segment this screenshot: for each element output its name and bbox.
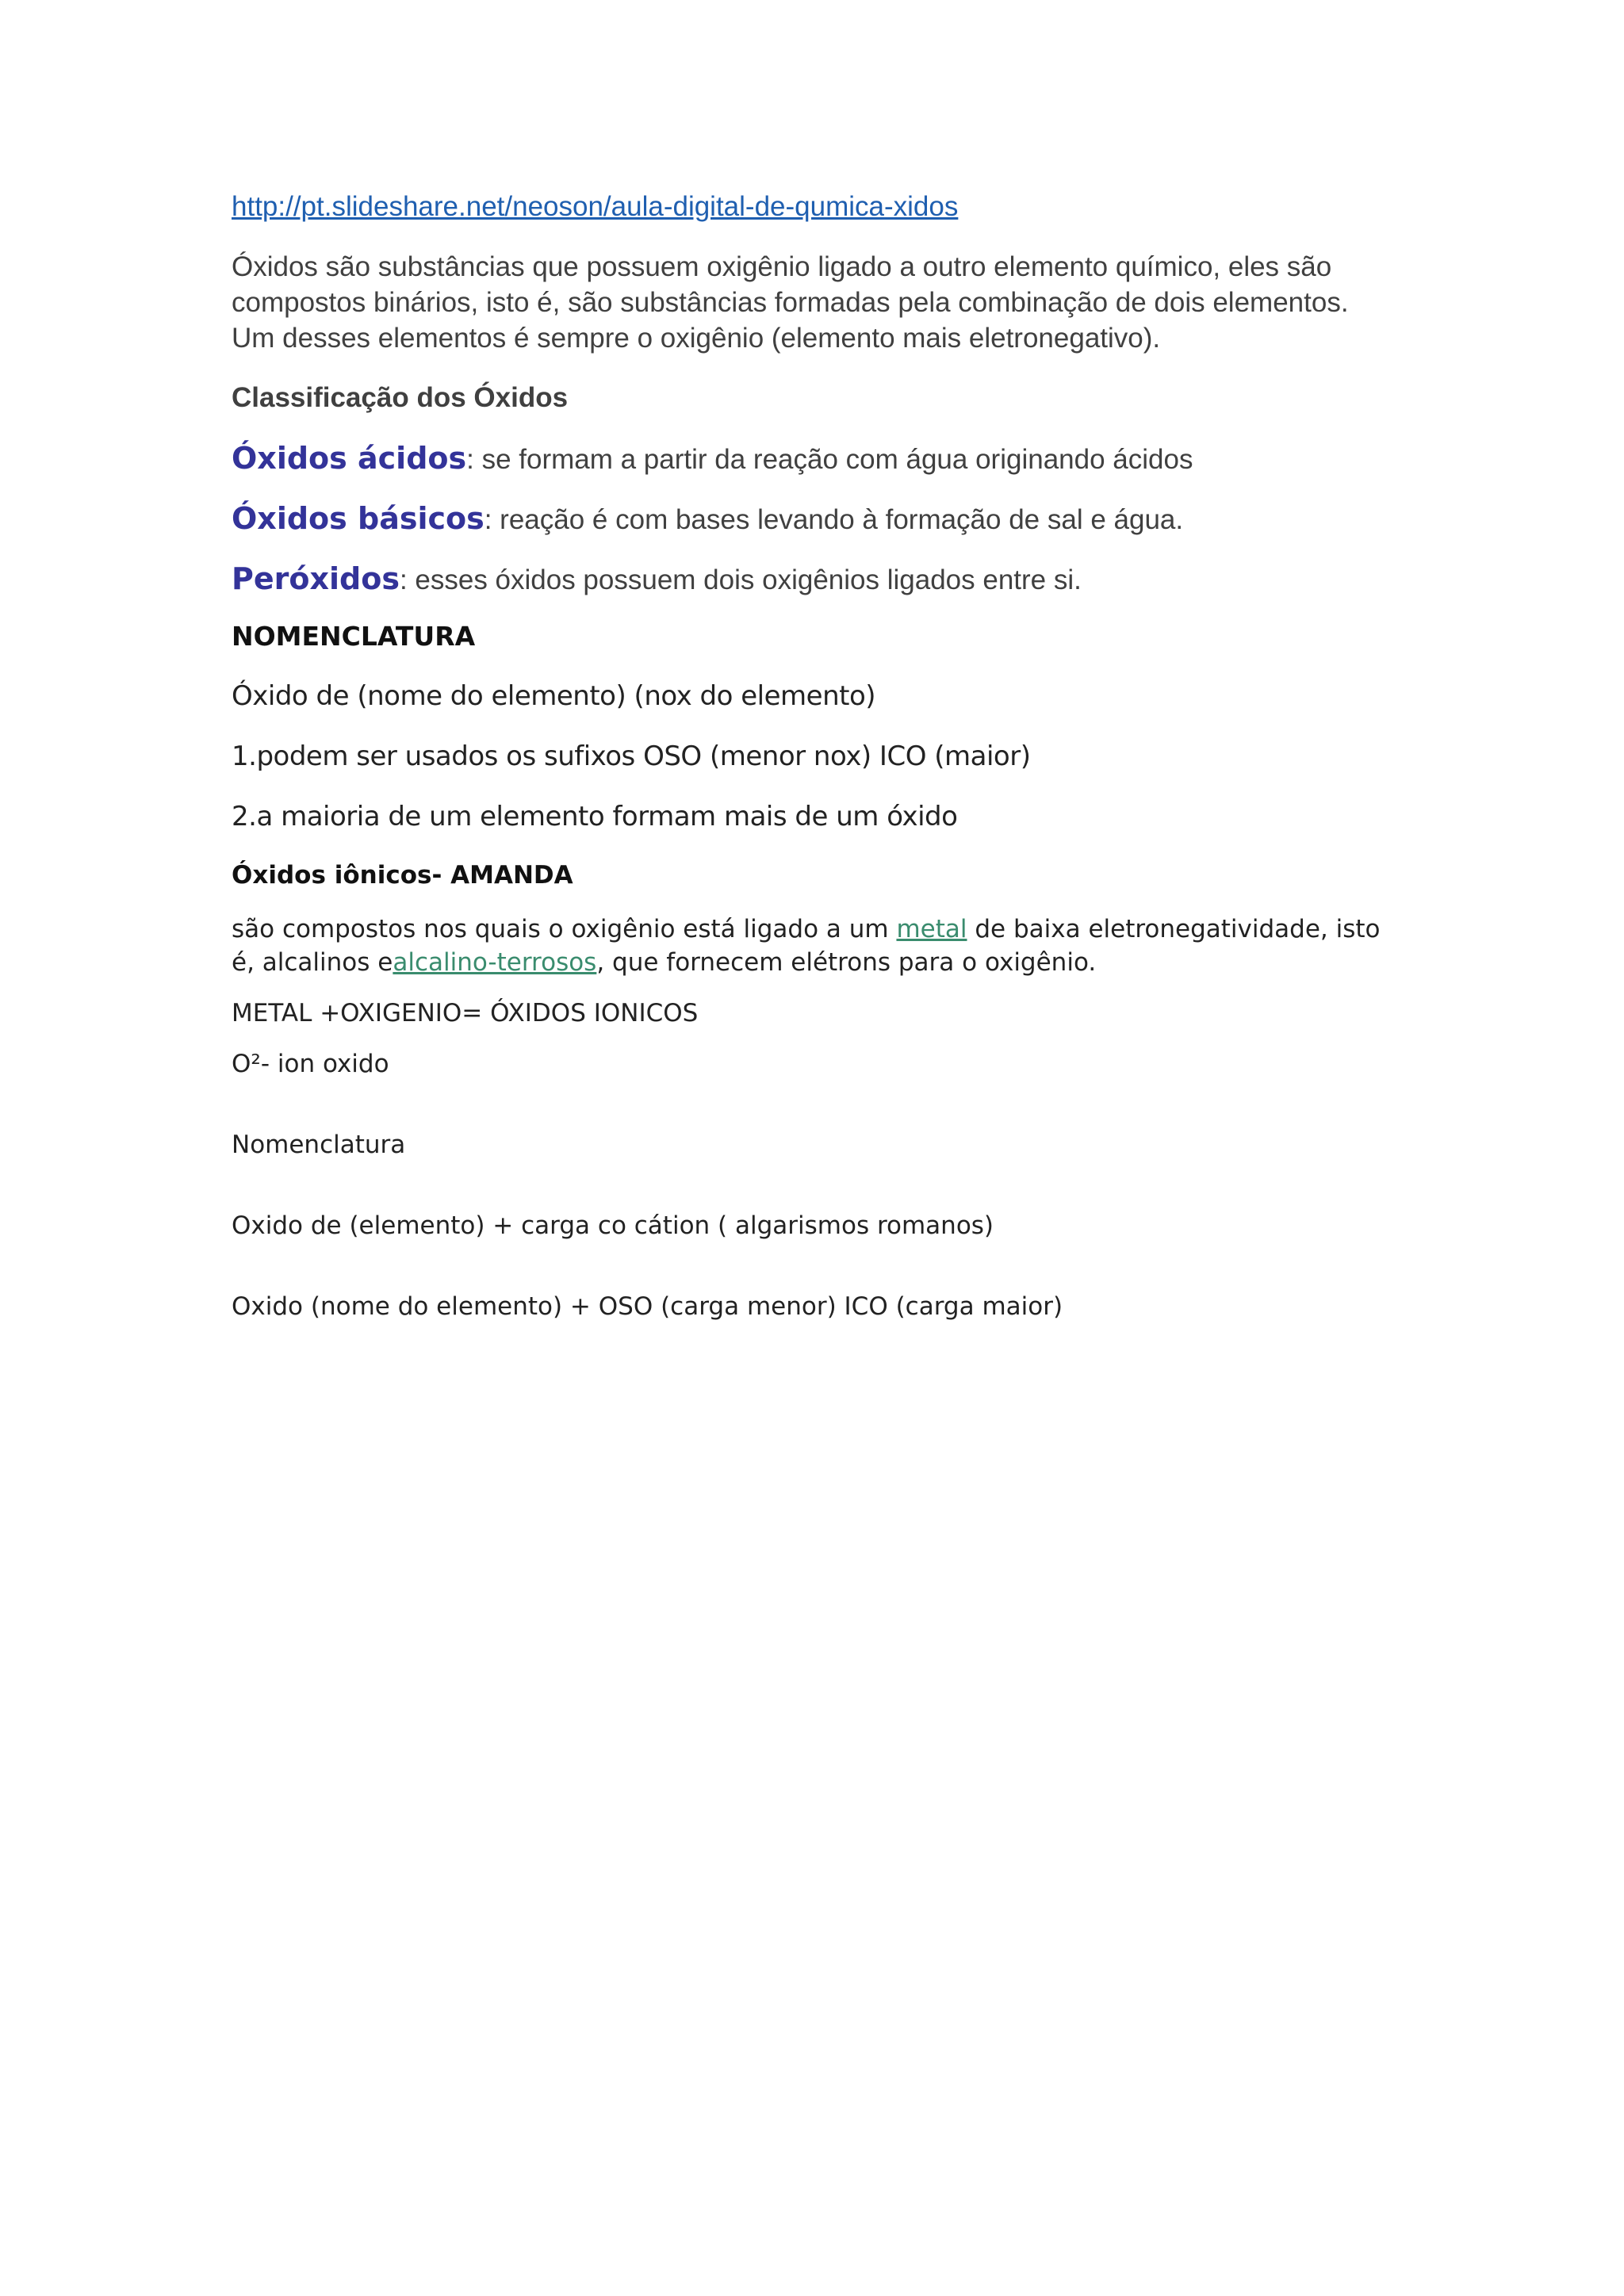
text-acid-oxides: : se formam a partir da reação com água originando ácidos xyxy=(466,444,1193,475)
source-link[interactable]: http://pt.slideshare.net/neoson/aula-digital-de-qumica-xidos xyxy=(232,191,959,222)
term-basic-oxides: Óxidos básicos xyxy=(232,501,485,536)
text-peroxides: : esses óxidos possuem dois oxigênios ligados entre si. xyxy=(399,564,1082,595)
classification-item-basic xyxy=(232,499,1405,540)
ionic-desc-part-2: de baixa eletronegatividade, isto é, alcalinos e xyxy=(232,915,1381,977)
term-peroxides: Peróxidos xyxy=(232,561,400,596)
ionic-desc-part-3: , que fornecem elétrons para o oxigênio. xyxy=(596,948,1097,977)
alkaline-earth-link[interactable]: alcalino-terrosos xyxy=(393,948,597,977)
intro-paragraph xyxy=(232,249,1405,356)
classification-item-peroxides xyxy=(232,559,1405,600)
ionic-description xyxy=(232,913,1405,979)
intro-line-2: compostos binários, isto é, são substâncias formadas pela combinação de dois elementos. xyxy=(232,287,1349,318)
ionic-nomenclature-label: Nomenclatura xyxy=(232,1131,406,1159)
nomenclature-line-2: 1.podem ser usados os sufixos OSO (menor nox) ICO (maior) xyxy=(232,740,1031,772)
ionic-rule-2: Oxido (nome do elemento) + OSO (carga menor) ICO (carga maior) xyxy=(232,1292,1063,1321)
classification-item-acid xyxy=(232,438,1405,480)
nomenclature-title: NOMENCLATURA xyxy=(232,621,476,652)
ionic-rule-1: Oxido de (elemento) + carga co cátion ( algarismos romanos) xyxy=(232,1211,994,1240)
ionic-desc-part-1: são compostos nos quais o oxigênio está ligado a um xyxy=(232,915,897,943)
oxide-ion: O²- ion oxido xyxy=(232,1050,389,1078)
term-acid-oxides: Óxidos ácidos xyxy=(232,441,467,476)
intro-line-1: Óxidos são substâncias que possuem oxigênio ligado a outro elemento químico, eles são xyxy=(232,251,1332,282)
metal-link[interactable]: metal xyxy=(896,915,967,943)
ionic-oxides-title: Óxidos iônicos- AMANDA xyxy=(232,861,573,890)
document-page xyxy=(232,189,1405,1341)
text-basic-oxides: : reação é com bases levando à formação de sal e água. xyxy=(484,504,1184,535)
nomenclature-line-3: 2.a maioria de um elemento formam mais de um óxido xyxy=(232,801,958,832)
intro-line-3: Um desses elementos é sempre o oxigênio (elemento mais eletronegativo). xyxy=(232,323,1161,354)
nomenclature-line-1: Óxido de (nome do elemento) (nox do elemento) xyxy=(232,680,876,712)
classification-heading: Classificação dos Óxidos xyxy=(232,382,569,413)
ionic-formula: METAL +OXIGENIO= ÓXIDOS IONICOS xyxy=(232,999,699,1027)
